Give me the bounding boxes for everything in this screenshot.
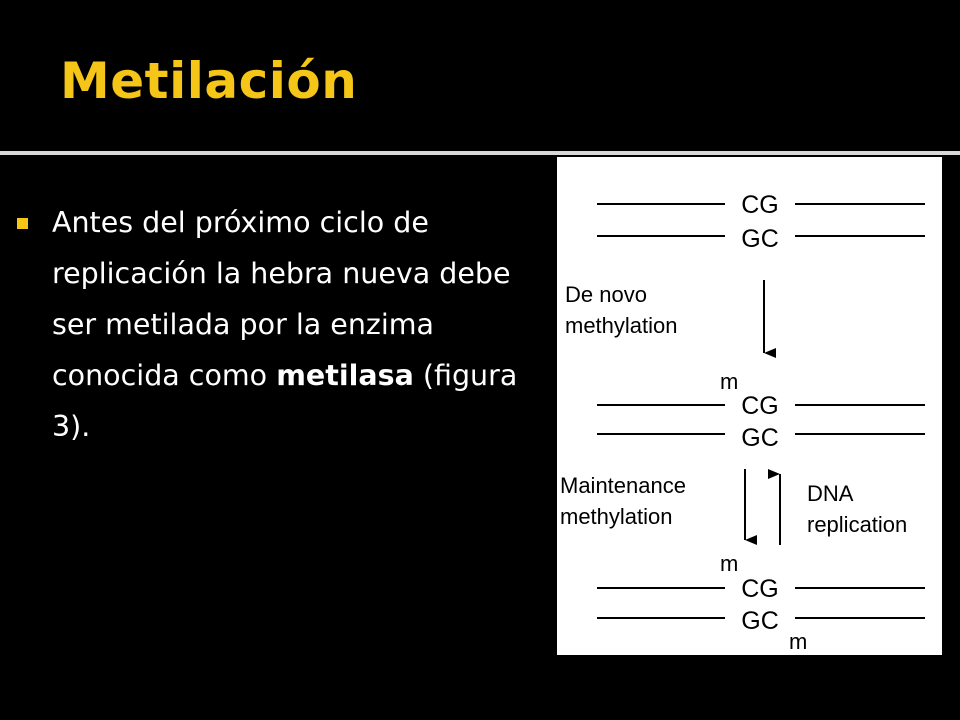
bullet-text-post: (figura 3). — [52, 359, 518, 443]
bullet-square-icon — [17, 218, 28, 229]
bullet-item — [17, 197, 527, 452]
replication-label-2: replication — [807, 512, 908, 537]
replication-label-1: DNA — [807, 481, 854, 506]
stage3-top-bases: CG — [741, 575, 779, 603]
maintenance-label-2: methylation — [560, 504, 673, 529]
stage3-methyl-mark-bottom: m — [789, 629, 808, 654]
stage3-methyl-mark-top: m — [720, 551, 739, 576]
stage2-bottom-bases: GC — [741, 424, 779, 452]
bullet-text-pre: Antes del próximo ciclo de replicación la hebra nueva debe ser metilada por la enzima conocida como — [52, 206, 511, 392]
stage2-top-bases: CG — [741, 392, 779, 420]
maintenance-label-1: Maintenance — [560, 473, 686, 498]
stage1-top-bases: CG — [741, 191, 779, 219]
de-novo-label-1: De novo — [565, 282, 647, 307]
title-bar — [0, 0, 960, 150]
slide-title: Metilación — [60, 52, 358, 110]
methylation-figure — [557, 157, 942, 655]
stage3-bottom-bases: GC — [741, 607, 779, 635]
stage1-bottom-bases: GC — [741, 225, 779, 253]
bullet-text-bold: metilasa — [276, 359, 414, 392]
methylation-diagram — [557, 157, 942, 655]
stage2-methyl-mark: m — [720, 369, 739, 394]
bullet-text — [52, 197, 527, 452]
de-novo-label-2: methylation — [565, 313, 678, 338]
title-divider — [0, 151, 960, 155]
